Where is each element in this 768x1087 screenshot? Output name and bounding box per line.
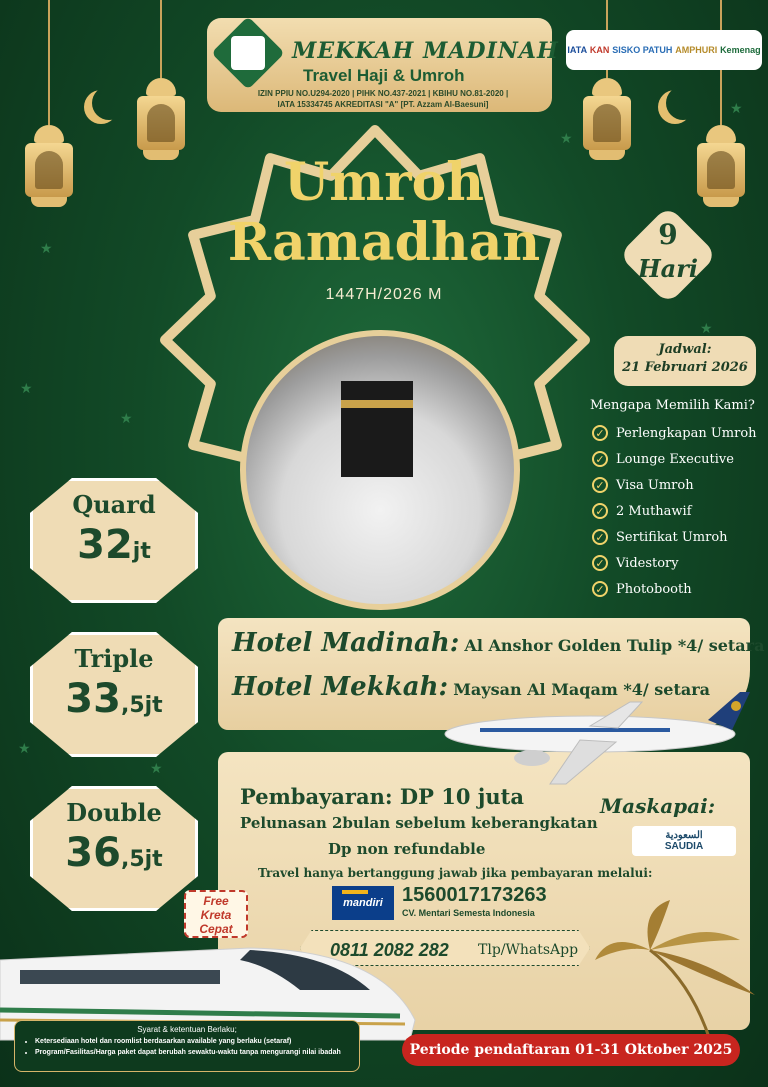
why-item [592, 420, 757, 446]
hotel-madinah-label: Hotel Madinah: [232, 628, 460, 658]
terms-title: Syarat & ketentuan Berlaku; [137, 1025, 237, 1034]
terms-box [14, 1020, 360, 1072]
kan-logo: KAN [589, 45, 610, 55]
license-info [214, 88, 552, 110]
free-badge-line: Kreta [200, 908, 232, 922]
brand-title: MEKKAH MADINAH [292, 38, 559, 64]
star-icon: ★ [560, 130, 573, 146]
price-unit: ,5jt [120, 693, 163, 718]
account-number: 1560017173263 [402, 884, 547, 906]
lantern-string [160, 0, 162, 78]
why-item [592, 472, 757, 498]
kaaba-logo-inner [231, 36, 265, 70]
account-name: CV. Mentari Semesta Indonesia [402, 908, 535, 918]
kaaba-photo [240, 330, 520, 610]
saudia-arabic: السعودية [665, 830, 703, 841]
free-badge-line: Cepat [199, 922, 233, 936]
hijri-year: 1447H/2026 M [325, 286, 443, 303]
license-line: IATA 15334745 AKREDITASI "A" [PT. Azzam Al-Baesuni] [277, 100, 489, 109]
why-item-label: 2 Muthawif [616, 503, 692, 519]
price-name: Double [66, 798, 162, 827]
airline-label: Maskapai: [600, 794, 716, 818]
airplane-icon [440, 692, 752, 792]
price-amount: 33 [65, 676, 121, 722]
crescent-moon-icon [666, 86, 700, 120]
kaaba-building [341, 381, 413, 477]
hotel-mekkah-value: Maysan Al Maqam *4/ setara [453, 680, 710, 699]
duration-unit: Hari [638, 254, 698, 283]
why-list [592, 420, 757, 602]
check-icon: ✓ [592, 451, 608, 467]
kemenag-logo: Kemenag [720, 45, 761, 55]
why-item [592, 524, 757, 550]
mandiri-logo-bar [342, 890, 368, 894]
star-icon: ★ [40, 240, 53, 256]
schedule-box [614, 336, 756, 386]
star-icon: ★ [20, 380, 33, 396]
terms-list [23, 1036, 351, 1058]
partner-logos [566, 30, 762, 70]
price-value [30, 830, 198, 876]
why-item-label: Visa Umroh [616, 477, 694, 493]
why-item-label: Photobooth [616, 581, 692, 597]
lantern-string [48, 0, 50, 125]
price-name: Quard [72, 490, 156, 519]
registration-period-badge: Periode pendaftaran 01-31 Oktober 2025 [402, 1034, 740, 1066]
price-amount: 32 [77, 522, 133, 568]
check-icon: ✓ [592, 581, 608, 597]
check-icon: ✓ [592, 425, 608, 441]
duration-number: 9 [658, 218, 678, 251]
check-icon: ✓ [592, 555, 608, 571]
price-value [30, 522, 198, 568]
hotel-mekkah-label: Hotel Mekkah: [232, 672, 449, 702]
check-icon: ✓ [592, 503, 608, 519]
schedule-label: Jadwal: [658, 342, 712, 357]
hotel-madinah [232, 628, 764, 658]
why-item-label: Perlengkapan Umroh [616, 425, 757, 441]
why-item-label: Lounge Executive [616, 451, 734, 467]
phone-number[interactable]: 0811 2082 282 [330, 940, 449, 960]
palm-leaf-icon [590, 900, 760, 1040]
why-item-label: Videstory [616, 555, 679, 571]
star-icon: ★ [150, 760, 163, 776]
price-unit: ,5jt [120, 847, 163, 872]
saudia-name: SAUDIA [664, 841, 704, 852]
why-item [592, 550, 757, 576]
check-icon: ✓ [592, 477, 608, 493]
price-amount: 36 [65, 830, 121, 876]
payment-non-refundable: Dp non refundable [328, 840, 486, 858]
star-icon: ★ [18, 740, 31, 756]
why-item [592, 446, 757, 472]
why-item [592, 576, 757, 602]
iata-logo: IATA [567, 45, 588, 55]
free-badge-line: Free [203, 894, 229, 908]
amphuri-logo: AMPHURI [675, 45, 718, 55]
sisko-patuh-logo: SISKO PATUH [612, 45, 673, 55]
payment-note: Travel hanya bertanggung jawab jika pembayaran melalui: [258, 866, 653, 880]
terms-item: • Ketersediaan hotel dan roomlist berdasarkan available yang berlaku (setaraf) [35, 1036, 351, 1047]
saudia-logo [632, 826, 736, 856]
kaaba-gold-band [341, 400, 413, 408]
free-train-badge [184, 890, 248, 938]
hero-title-line2: Ramadhan [227, 212, 541, 273]
phone-label: Tlp/WhatsApp [478, 942, 579, 958]
star-icon: ★ [730, 100, 743, 116]
star-icon: ★ [120, 410, 133, 426]
price-unit: jt [132, 539, 151, 564]
why-item-label: Sertifikat Umroh [616, 529, 728, 545]
payment-title: Pembayaran: DP 10 juta [240, 784, 524, 809]
check-icon: ✓ [592, 529, 608, 545]
price-value [30, 676, 198, 722]
price-name: Triple [74, 644, 154, 673]
payment-settlement: Pelunasan 2bulan sebelum keberangkatan [240, 814, 598, 832]
hero-title-line1: Umroh [283, 152, 485, 213]
why-title: Mengapa Memilih Kami? [590, 398, 755, 413]
hotel-madinah-value: Al Anshor Golden Tulip *4/ setara [464, 636, 765, 655]
star-icon: ★ [700, 320, 713, 336]
crescent-moon-icon [92, 86, 126, 120]
why-item [592, 498, 757, 524]
schedule-date: 21 Februari 2026 [622, 360, 748, 375]
license-line: IZIN PPIU NO.U294-2020 | PIHK NO.437-2021 | KBIHU NO.81-2020 | [257, 89, 509, 98]
terms-item: • Program/Fasilitas/Harga paket dapat berubah sewaktu-waktu tanpa mengurangi nilai ibadah [35, 1047, 351, 1058]
brand-subtitle: Travel Haji & Umroh [303, 66, 465, 85]
mandiri-logo: mandiri [332, 886, 394, 920]
